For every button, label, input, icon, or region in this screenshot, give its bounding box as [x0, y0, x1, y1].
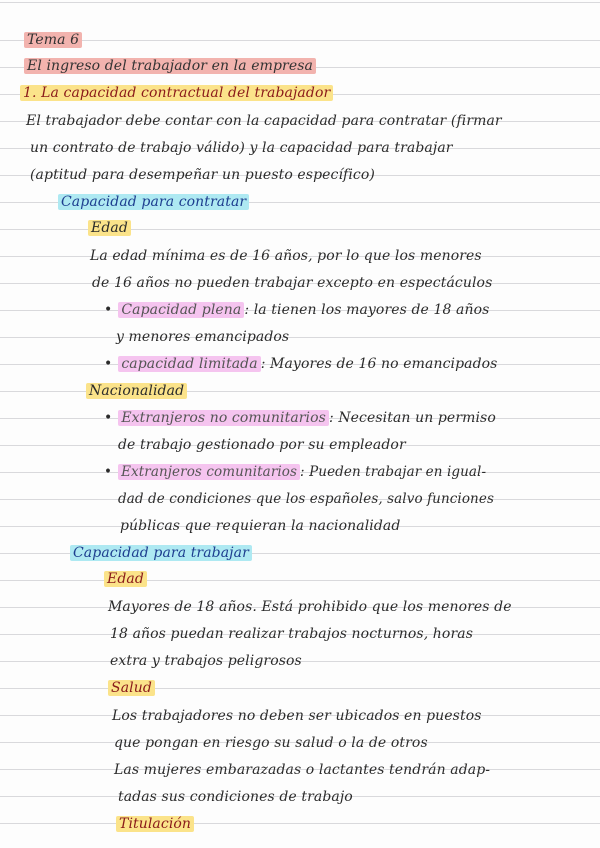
section-heading: 1. La capacidad contractual del trabajador [20, 83, 333, 103]
bullet-dot: • [104, 302, 113, 318]
subsection-heading: Capacidad para contratar [58, 192, 249, 212]
bullet-item: • Extranjeros no comunitarios : Necesitan un permiso [104, 410, 496, 426]
bullet-dot: • [104, 464, 113, 480]
page-title: Tema 6 [24, 30, 82, 50]
bullet-continuation: de trabajo gestionado por su empleador [118, 437, 406, 453]
bullet-dot: • [104, 410, 113, 426]
bullet-dot: • [104, 356, 113, 372]
intro-line: un contrato de trabajo válido) y la capacidad para trabajar [30, 140, 453, 156]
bullet-continuation: dad de condiciones que los españoles, salvo funciones [118, 491, 494, 507]
text-line: extra y trabajos peligrosos [110, 653, 302, 669]
text-line: que pongan en riesgo su salud o la de otros [114, 735, 428, 751]
topic-label: Nacionalidad [86, 381, 187, 401]
bullet-item: • capacidad limitada : Mayores de 16 no emancipados [104, 356, 498, 372]
bullet-continuation: públicas que requieran la nacionalidad [120, 518, 401, 534]
bullet-item: • Capacidad plena : la tienen los mayores de 18 años [104, 302, 490, 318]
topic-label: Edad [104, 569, 147, 589]
intro-line: El trabajador debe contar con la capacidad para contratar (firmar [26, 113, 502, 129]
text-line: Los trabajadores no deben ser ubicados en puestos [112, 708, 482, 724]
text-line: 18 años puedan realizar trabajos nocturnos, horas [110, 626, 473, 642]
bullet-item: • Extranjeros comunitarios : Pueden trabajar en igual- [104, 464, 487, 480]
page-subtitle: El ingreso del trabajador en la empresa [24, 56, 316, 76]
text-line: La edad mínima es de 16 años, por lo que los menores [90, 248, 482, 264]
text-line: Mayores de 18 años. Está prohibido que los menores de [108, 599, 512, 615]
topic-label: Edad [88, 218, 131, 238]
text-line: Las mujeres embarazadas o lactantes tendrán adap- [114, 762, 491, 778]
topic-label: Salud [108, 678, 155, 698]
topic-label: Titulación [116, 814, 194, 834]
intro-line: (aptitud para desempeñar un puesto específico) [30, 167, 375, 183]
subsection-heading: Capacidad para trabajar [70, 543, 252, 563]
bullet-continuation: y menores emancipados [116, 329, 290, 345]
text-line: de 16 años no pueden trabajar excepto en espectáculos [92, 275, 493, 291]
text-line: tadas sus condiciones de trabajo [118, 789, 353, 805]
